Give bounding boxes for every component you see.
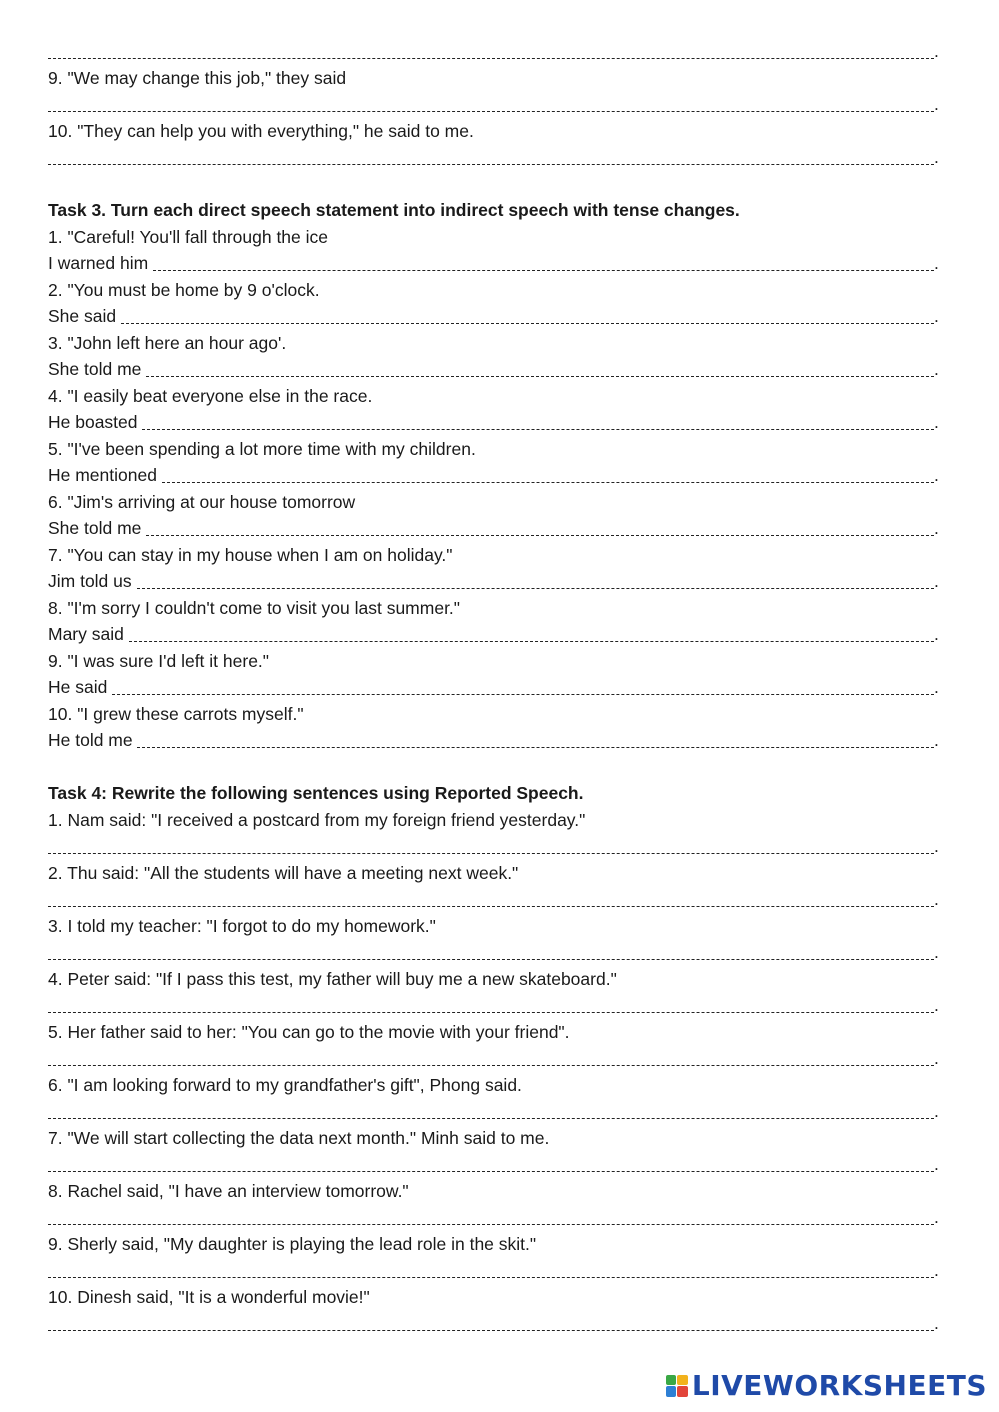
task3-item-8: 8. "I'm sorry I couldn't come to visit you last summer." <box>48 597 461 618</box>
answer-period: . <box>934 147 939 167</box>
answer-line[interactable] <box>48 886 940 913</box>
answer-blank[interactable] <box>137 587 935 589</box>
answer-line[interactable] <box>48 91 940 118</box>
task3-item-3: 3. "John left here an hour ago'. <box>48 332 287 353</box>
answer-blank[interactable] <box>121 322 934 324</box>
answer-line[interactable] <box>48 356 940 383</box>
answer-line[interactable] <box>48 38 940 65</box>
answer-line[interactable] <box>48 144 940 171</box>
answer-line[interactable] <box>48 1098 940 1125</box>
answer-period: . <box>934 995 939 1015</box>
task3-item-1: 1. "Careful! You'll fall through the ice <box>48 226 329 247</box>
answer-blank[interactable] <box>153 269 934 271</box>
answer-blank[interactable] <box>48 852 934 854</box>
task3-item-9: 9. "I was sure I'd left it here." <box>48 650 269 671</box>
answer-blank[interactable] <box>48 1064 934 1066</box>
answer-blank[interactable] <box>48 905 934 907</box>
answer-period: . <box>934 359 939 379</box>
answer-blank[interactable] <box>129 640 934 642</box>
task3-item-5: 5. "I've been spending a lot more time with my children. <box>48 438 476 459</box>
answer-line[interactable] <box>48 621 940 648</box>
answer-blank[interactable] <box>48 110 934 112</box>
answer-line[interactable] <box>48 992 940 1019</box>
task4-item-3: 3. I told my teacher: "I forgot to do my homework." <box>48 915 436 936</box>
answer-line[interactable] <box>48 250 940 277</box>
answer-blank[interactable] <box>48 1329 934 1331</box>
answer-period: . <box>934 1313 939 1333</box>
answer-blank[interactable] <box>112 693 934 695</box>
answer-period: . <box>934 306 939 326</box>
answer-line[interactable] <box>48 727 940 754</box>
answer-period: . <box>934 1048 939 1068</box>
answer-blank[interactable] <box>48 163 934 165</box>
answer-line[interactable] <box>48 568 940 595</box>
task3-list <box>48 224 940 754</box>
answer-line[interactable] <box>48 1045 940 1072</box>
task4-item-8: 8. Rachel said, "I have an interview tomorrow." <box>48 1180 409 1201</box>
task4-item-6: 6. "I am looking forward to my grandfather's gift", Phong said. <box>48 1074 522 1095</box>
answer-period: . <box>934 518 939 538</box>
answer-blank[interactable] <box>146 375 934 377</box>
task4-item-10: 10. Dinesh said, "It is a wonderful movie!" <box>48 1286 370 1307</box>
answer-blank[interactable] <box>162 481 934 483</box>
answer-line[interactable] <box>48 1151 940 1178</box>
logo-text: LIVEWORKSHEETS <box>691 1369 987 1402</box>
task3-item-2: 2. "You must be home by 9 o'clock. <box>48 279 320 300</box>
logo-mark-icon <box>666 1375 688 1397</box>
answer-period: . <box>934 624 939 644</box>
answer-prefix: He mentioned <box>48 465 162 485</box>
task3-item-10: 10. "I grew these carrots myself." <box>48 703 304 724</box>
answer-period: . <box>934 1154 939 1174</box>
answer-blank[interactable] <box>48 1117 934 1119</box>
task4-item-7: 7. "We will start collecting the data next month." Minh said to me. <box>48 1127 550 1148</box>
worksheet <box>48 38 940 1337</box>
answer-line[interactable] <box>48 1204 940 1231</box>
answer-blank[interactable] <box>48 57 934 59</box>
answer-line[interactable] <box>48 515 940 542</box>
task4-heading: Task 4: Rewrite the following sentences using Reported Speech. <box>48 783 584 803</box>
task3-item-4: 4. "I easily beat everyone else in the race. <box>48 385 373 406</box>
answer-line[interactable] <box>48 303 940 330</box>
answer-prefix: She told me <box>48 518 147 538</box>
answer-period: . <box>934 94 939 114</box>
answer-period: . <box>934 465 939 485</box>
task3-item-7: 7. "You can stay in my house when I am on holiday." <box>48 544 453 565</box>
answer-prefix: He boasted <box>48 412 143 432</box>
answer-line[interactable] <box>48 833 940 860</box>
answer-line[interactable] <box>48 1257 940 1284</box>
answer-period: . <box>934 942 939 962</box>
answer-blank[interactable] <box>146 534 934 536</box>
answer-period: . <box>934 1207 939 1227</box>
answer-blank[interactable] <box>48 958 934 960</box>
task4-item-5: 5. Her father said to her: "You can go to the movie with your friend". <box>48 1021 570 1042</box>
task4-list <box>48 807 940 1337</box>
answer-blank[interactable] <box>142 428 934 430</box>
answer-period: . <box>934 677 939 697</box>
task4-item-1: 1. Nam said: "I received a postcard from my foreign friend yesterday." <box>48 809 586 830</box>
answer-period: . <box>934 1260 939 1280</box>
answer-period: . <box>934 412 939 432</box>
task4-item-9: 9. Sherly said, "My daughter is playing the lead role in the skit." <box>48 1233 537 1254</box>
answer-period: . <box>934 1101 939 1121</box>
answer-line[interactable] <box>48 409 940 436</box>
answer-line[interactable] <box>48 939 940 966</box>
answer-blank[interactable] <box>48 1170 934 1172</box>
answer-period: . <box>934 253 939 273</box>
task2-item-10: 10. "They can help you with everything," he said to me. <box>48 120 474 141</box>
answer-period: . <box>934 730 939 750</box>
answer-prefix: He said <box>48 677 113 697</box>
answer-line[interactable] <box>48 462 940 489</box>
answer-period: . <box>934 41 939 61</box>
answer-line[interactable] <box>48 1310 940 1337</box>
answer-period: . <box>934 571 939 591</box>
answer-prefix: I warned him <box>48 253 154 273</box>
answer-period: . <box>934 889 939 909</box>
answer-blank[interactable] <box>48 1223 934 1225</box>
task3-item-6: 6. "Jim's arriving at our house tomorrow <box>48 491 356 512</box>
liveworksheets-logo <box>666 1369 987 1402</box>
answer-prefix: Mary said <box>48 624 129 644</box>
answer-prefix: She said <box>48 306 121 326</box>
answer-period: . <box>934 836 939 856</box>
answer-line[interactable] <box>48 674 940 701</box>
answer-prefix: Jim told us <box>48 571 137 591</box>
answer-blank[interactable] <box>48 1011 934 1013</box>
task3-heading: Task 3. Turn each direct speech statement into indirect speech with tense changes. <box>48 200 740 220</box>
task4-item-4: 4. Peter said: "If I pass this test, my father will buy me a new skateboard." <box>48 968 617 989</box>
task4-item-2: 2. Thu said: "All the students will have a meeting next week." <box>48 862 519 883</box>
answer-blank[interactable] <box>48 1276 934 1278</box>
answer-prefix: She told me <box>48 359 147 379</box>
task2-item-9: 9. "We may change this job," they said <box>48 67 347 88</box>
answer-prefix: He told me <box>48 730 138 750</box>
answer-blank[interactable] <box>137 746 934 748</box>
